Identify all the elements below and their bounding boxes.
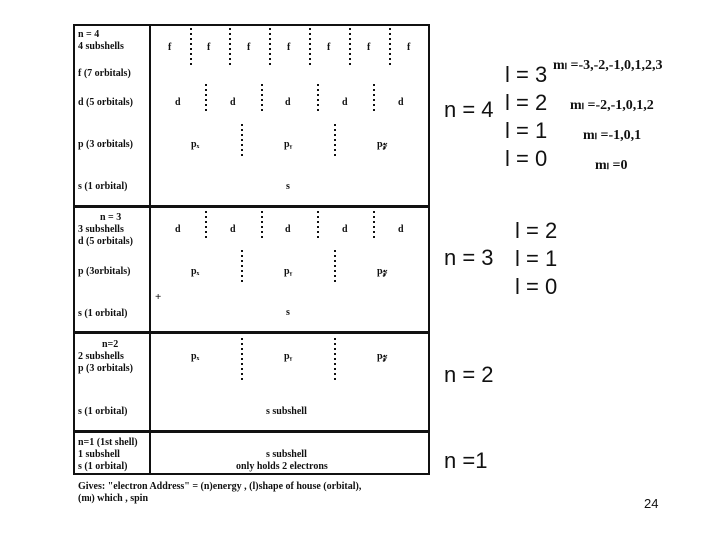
s-subshell-text: s subshell [266, 449, 307, 460]
divider-dots [389, 28, 392, 68]
divider-dots [241, 250, 244, 285]
n3-label: n = 3 [444, 245, 494, 270]
n2-label: n = 2 [444, 362, 494, 387]
s-orbital: s [286, 307, 290, 318]
plus-sign: + [155, 291, 162, 303]
n3-l0: l = 0 [515, 274, 558, 299]
n3-head-3: d (5 orbitals) [78, 236, 133, 247]
f-orbital: f [367, 42, 371, 53]
n4-l3: l = 3 [505, 62, 548, 87]
f-orbital: f [207, 42, 211, 53]
s-subshell-note: only holds 2 electrons [236, 461, 328, 472]
n1-head-1: n=1 (1st shell) [78, 437, 138, 448]
divider-dots [373, 84, 376, 114]
n4-ml3: mₗ =-3,-2,-1,0,1,2,3 [553, 58, 663, 73]
s-subshell-text: s subshell [266, 406, 307, 417]
divider-dots [309, 28, 312, 68]
f-orbital: f [247, 42, 251, 53]
n3-l2: l = 2 [515, 218, 558, 243]
f-orbital: f [287, 42, 291, 53]
n4-p-label: p (3 orbitals) [78, 139, 133, 150]
n3-s-label: s (1 orbital) [78, 308, 128, 319]
pz-orbital: p𝓏 [377, 266, 388, 277]
d-orbital: d [398, 97, 404, 108]
d-orbital: d [230, 224, 236, 235]
divider-dots [205, 211, 208, 241]
n3-p-label: p (3orbitals) [78, 266, 131, 277]
divider-dots [269, 28, 272, 68]
px-orbital: pₓ [191, 351, 200, 362]
n4-label: n = 4 [444, 97, 494, 122]
px-orbital: pₓ [191, 139, 200, 150]
d-orbital: d [285, 97, 291, 108]
d-orbital: d [175, 97, 181, 108]
divider-dots [261, 211, 264, 241]
divider-dots [190, 28, 193, 68]
n4-ml0: mₗ =0 [595, 158, 628, 173]
n1-label: n =1 [444, 448, 488, 473]
divider-dots [317, 211, 320, 241]
f-orbital: f [407, 42, 411, 53]
divider-dots [241, 338, 244, 383]
py-orbital: pᵧ [284, 266, 293, 277]
divider-dots [334, 250, 337, 285]
n4-l2: l = 2 [505, 90, 548, 115]
n4-l0: l = 0 [505, 146, 548, 171]
d-orbital: d [175, 224, 181, 235]
s-orbital: s [286, 181, 290, 192]
pz-orbital: p𝓏 [377, 139, 388, 150]
caption-line-1: Gives: "electron Address" = (n)energy , (l)shape of house (orbital), [78, 481, 362, 492]
divider-dots [373, 211, 376, 241]
f-orbital: f [327, 42, 331, 53]
divider-dots [349, 28, 352, 68]
n3-l1: l = 1 [515, 246, 558, 271]
n1-head-3: s (1 orbital) [78, 461, 128, 472]
pz-orbital: p𝓏 [377, 351, 388, 362]
caption-line-2: (mₗ) which , spin [78, 493, 149, 504]
d-orbital: d [342, 97, 348, 108]
py-orbital: pᵧ [284, 351, 293, 362]
px-orbital: pₓ [191, 266, 200, 277]
n1-head-2: 1 subshell [78, 449, 120, 460]
divider-dots [317, 84, 320, 114]
d-orbital: d [398, 224, 404, 235]
n2-head-3: p (3 orbitals) [78, 363, 133, 374]
n4-head-2: 4 subshells [78, 41, 124, 52]
f-orbital: f [168, 42, 172, 53]
n4-d-label: d (5 orbitals) [78, 97, 133, 108]
n2-head-2: 2 subshells [78, 351, 124, 362]
divider-dots [229, 28, 232, 68]
divider-dots [205, 84, 208, 114]
n4-ml1: mₗ =-1,0,1 [583, 128, 642, 143]
n4-s-label: s (1 orbital) [78, 181, 128, 192]
divider-dots [334, 338, 337, 383]
n4-head-1: n = 4 [78, 29, 100, 40]
py-orbital: pᵧ [284, 139, 293, 150]
divider-dots [241, 124, 244, 159]
d-orbital: d [230, 97, 236, 108]
d-orbital: d [285, 224, 291, 235]
n2-s-label: s (1 orbital) [78, 406, 128, 417]
n2-head-1: n=2 [102, 339, 119, 350]
divider-dots [334, 124, 337, 159]
n3-head-2: 3 subshells [78, 224, 124, 235]
page-number: 24 [644, 496, 659, 511]
n4-ml2: mₗ =-2,-1,0,1,2 [570, 98, 654, 113]
divider-dots [261, 84, 264, 114]
n4-f-label: f (7 orbitals) [78, 68, 131, 79]
n3-head-1: n = 3 [100, 212, 122, 223]
d-orbital: d [342, 224, 348, 235]
n4-l1: l = 1 [505, 118, 548, 143]
